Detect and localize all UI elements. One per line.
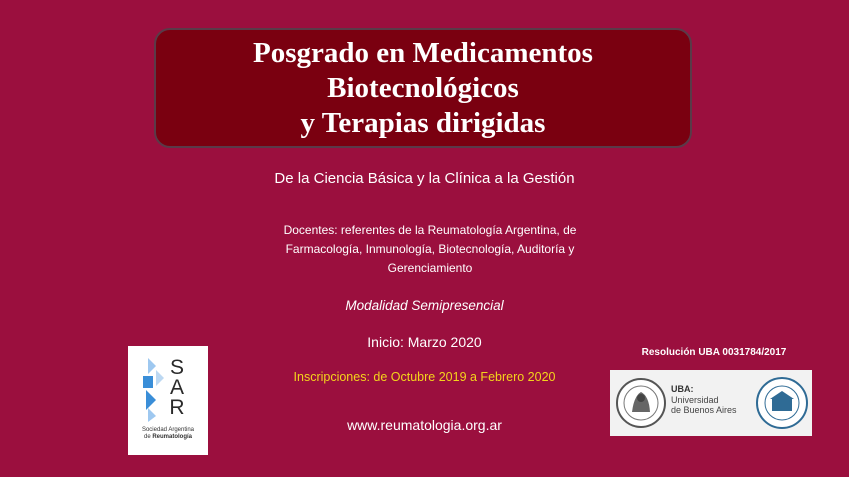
inicio-text: Inicio: Marzo 2020 <box>367 334 482 350</box>
docentes-line-3: Gerenciamiento <box>387 261 473 275</box>
inscripciones-text: Inscripciones: de Octubre 2019 a Febrero 2020 <box>293 370 556 384</box>
sar-letter-s: S <box>169 356 184 379</box>
uba-acronym: UBA: <box>671 384 694 394</box>
docentes-line-2: Farmacología, Inmunología, Biotecnología, Auditoría y <box>285 242 575 256</box>
uba-logo <box>610 370 812 436</box>
docentes-text <box>250 221 610 278</box>
title-line-2: Biotecnológicos <box>327 71 519 104</box>
docentes-line-1: Docentes: referentes de la Reumatología Argentina, de <box>283 223 577 237</box>
uba-name <box>671 395 737 415</box>
uba-seal-icon <box>616 378 666 428</box>
sar-caption-line-1: Sociedad Argentina <box>141 427 195 433</box>
sar-caption <box>132 427 204 441</box>
sar-letter-a: A <box>169 376 184 399</box>
sar-caption-reumatologia: Reumatología <box>152 434 193 440</box>
subtitle: De la Ciencia Básica y la Clínica a la Gestión <box>274 170 575 187</box>
sar-letter-r: R <box>169 396 185 419</box>
sar-letters <box>167 358 187 418</box>
uba-name-line-2: de Buenos Aires <box>671 405 737 415</box>
modalidad-text: Modalidad Semipresencial <box>345 298 504 313</box>
uba-name-line-1: Universidad <box>671 395 719 405</box>
sar-mark-icon <box>140 356 166 422</box>
title-line-3: y Terapias dirigidas <box>300 106 546 139</box>
resolucion-text: Resolución UBA 0031784/2017 <box>641 347 787 358</box>
title-line-1: Posgrado en Medicamentos <box>253 36 593 69</box>
sar-logo <box>128 346 208 455</box>
title-box <box>154 28 692 148</box>
sar-caption-de: de <box>143 434 151 440</box>
website-link[interactable]: www.reumatologia.org.ar <box>347 417 502 433</box>
medicine-faculty-seal-icon <box>756 377 808 429</box>
